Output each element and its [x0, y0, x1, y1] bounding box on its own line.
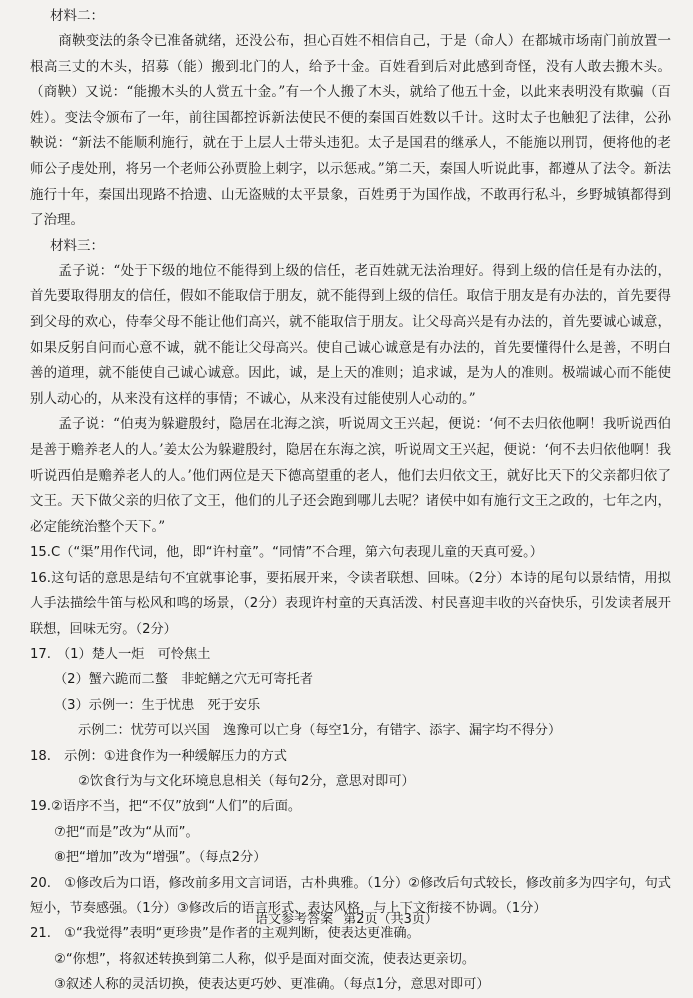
- answer-17-item-2: （2）蟹六跪而二螯 非蛇鳝之穴无可寄托者: [54, 672, 313, 688]
- answer-18-line-1: 18. 示例：①进食作为一种缓解压力的方式: [30, 748, 287, 764]
- footer-page-number: 第2页（共3页）: [343, 912, 438, 927]
- answer-20: 20. ①修改后为口语，修改前多用文言词语，古朴典雅。（1分）②修改后句式较长，修改前多为四字句，句式短小，节奏感强。（1分）③修改后的语言形式、表达风格，与上下文衔接不协调。（1分）: [30, 875, 671, 916]
- answer-17-item-3: （3）示例一：生于忧患 死于安乐: [54, 697, 261, 713]
- footer-title: 语文参考答案: [255, 912, 334, 927]
- material-3-paragraph-2: 孟子说：“伯夷为躲避殷纣，隐居在北海之滨，听说周文王兴起，便说：‘何不去归依他啊！我听说西伯是善于赡养老人的人。’姜太公为躲避殷纣，隐居在东海之滨，听说周文王兴起，便说：‘何不去归依他啊！我听说西伯是赡养老人的人。’他们两位是天下德高望重的老人，他们去归依文王，就好比天下的父亲都归依了文王。天下做父亲的归依了文王，他们的儿子还会跑到哪儿去呢？诸侯中如有施行文王之政的，七年之内，必定能统治整个天下。”: [30, 416, 671, 535]
- answer-19-line-1: 19.②语序不当，把“不仅”放到“人们”的后面。: [30, 799, 302, 815]
- material-2-label: 材料二：: [50, 8, 104, 24]
- material-2-paragraph: 商鞅变法的条令已准备就绪，还没公布，担心百姓不相信自己，于是（命人）在都城市场南门前放置一根高三丈的木头，招募（能）搬到北门的人，给予十金。百姓看到后对此感到奇怪，没有人敢去搬木头。（商鞅）又说：“能搬木头的人赏五十金。”有一个人搬了木头，就给了他五十金，以此来表明没有欺骗（百姓）。变法令颁布了一年，前往国都控诉新法使民不便的秦国百姓数以千计。这时太子也触犯了法律，公孙鞅说：“新法不能顺利施行，就在于上层人士带头违犯。太子是国君的继承人，不能施以刑罚，便将他的老师公子虔处刑，将另一个老师公孙贾脸上刺字，以示惩戒。”第二天，秦国人听说此事，都遵从了法令。新法施行十年，秦国出现路不拾遗、山无盗贼的太平景象，百姓勇于为国作战，不敢再行私斗，乡野城镇都得到了治理。: [30, 33, 671, 229]
- answer-15: 15.C（“渠”用作代词，他，即“许村童”。“同情”不合理，第六句表现儿童的天真可爱。）: [30, 545, 543, 561]
- page-footer: [0, 908, 693, 927]
- answer-19-line-2: ⑦把“而是”改为“从而”。: [54, 824, 199, 840]
- answer-18-line-2: ②饮食行为与文化环境息息相关（每句2分，意思对即可）: [78, 773, 415, 789]
- answer-21-line-3: ③叙述人称的灵活切换，使表达更巧妙、更准确。（每点1分，意思对即可）: [54, 977, 490, 993]
- answer-17-item-1: （1）楚人一炬 可怜焦土: [56, 646, 211, 662]
- answer-21-line-1: 21. ①“我觉得”表明“更珍贵”是作者的主观判断，使表达更准确。: [30, 926, 420, 942]
- answer-21-line-2: ②“你想”，将叙述转换到第二人称，似乎是面对面交流，使表达更亲切。: [54, 951, 476, 967]
- answer-16: 16.这句话的意思是结句不宜就事论事，要拓展开来，令读者联想、回味。（2分）本诗的尾句以景结情，用拟人手法描绘牛笛与松风和鸣的场景，（2分）表现许村童的天真活泼、村民喜迎丰收的兴奋快乐，引发读者展开联想，回味无穷。（2分）: [30, 570, 671, 637]
- material-3-paragraph-1: 孟子说：“处于下级的地位不能得到上级的信任，老百姓就无法治理好。得到上级的信任是有办法的，首先要取得朋友的信任，假如不能取信于朋友，就不能得到上级的信任。取信于朋友是有办法的，首先要得到父母的欢心，侍奉父母不能让他们高兴，就不能取信于朋友。让父母高兴是有办法的，首先要诚心诚意，如果反躬自问而心意不诚，就不能让父母高兴。使自己诚心诚意是有办法的，首先要懂得什么是善，不明白善的道理，就不能使自己诚心诚意。因此，诚，是上天的准则；追求诚，是为人的准则。极端诚心而不能使别人动心的，从来没有这样的事情；不诚心，从来没有过能使别人心动的。”: [30, 262, 671, 407]
- answer-17-number: 17.: [30, 646, 51, 662]
- answer-19-line-3: ⑧把“增加”改为“增强”。（每点2分）: [54, 850, 267, 866]
- answer-17-part-1: [30, 642, 671, 667]
- answer-17-item-4: 示例二：忧劳可以兴国 逸豫可以亡身（每空1分，有错字、添字、漏字均不得分）: [78, 723, 562, 739]
- material-3-label: 材料三：: [50, 237, 104, 254]
